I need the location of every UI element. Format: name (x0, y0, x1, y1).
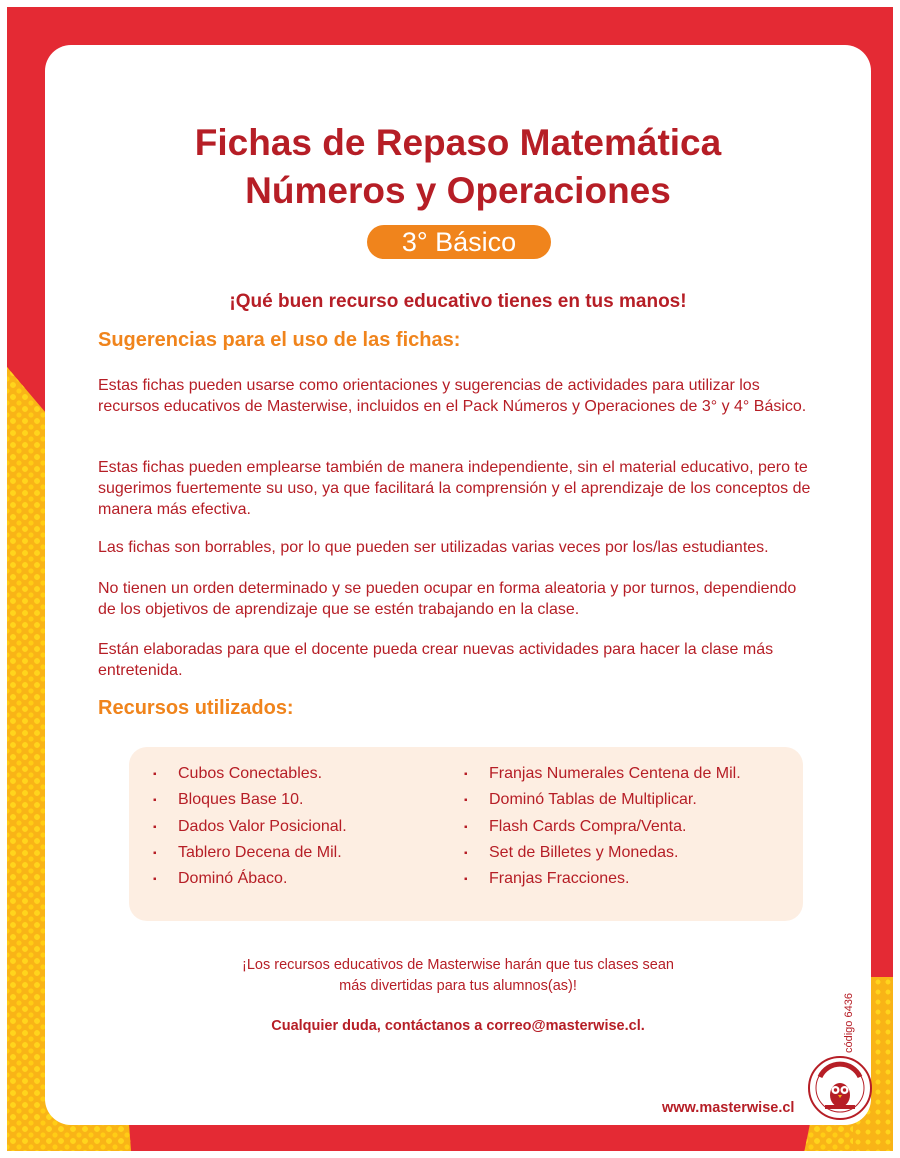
closing-message (45, 955, 871, 997)
resources-box (129, 747, 803, 921)
resources-right-column (464, 761, 741, 892)
suggestions-heading: Sugerencias para el uso de las fichas: (98, 329, 461, 351)
bullet-icon: ▪ (464, 847, 468, 859)
list-item: ▪ Cubos Conectables. (153, 761, 347, 787)
paragraph-3: Las fichas son borrables, por lo que pueden ser utilizadas varias veces por los/las estudiantes. (98, 539, 769, 556)
bullet-icon: ▪ (464, 795, 468, 807)
bullet-icon: ▪ (464, 821, 468, 833)
paragraph-2: Estas fichas pueden emplearse también de manera independiente, sin el material educativo, pero te sugerimos fuertemente su uso, ya que facilitará la comprensión y el aprendizaje de los conceptos de manera más efectiva. (98, 459, 811, 518)
resources-left-column (153, 761, 347, 892)
bullet-icon: ▪ (153, 847, 157, 859)
list-item: ▪ Flash Cards Compra/Venta. (464, 814, 741, 840)
masterwise-logo-icon (807, 1055, 873, 1121)
title-line-1: Fichas de Repaso Matemática (194, 122, 722, 163)
list-item: ▪ Tablero Decena de Mil. (153, 840, 347, 866)
bullet-icon: ▪ (153, 795, 157, 807)
intro-heading: ¡Qué buen recurso educativo tienes en tus manos! (229, 291, 687, 312)
bullet-icon: ▪ (464, 874, 468, 886)
bullet-icon: ▪ (153, 821, 157, 833)
paragraph-5: Están elaboradas para que el docente pueda crear nuevas actividades para hacer la clase más entretenida. (98, 641, 774, 679)
list-item: ▪ Franjas Fracciones. (464, 866, 741, 892)
list-item: ▪ Bloques Base 10. (153, 787, 347, 813)
list-item: ▪ Dados Valor Posicional. (153, 814, 347, 840)
product-code: código 6436 (843, 993, 855, 1053)
resources-heading: Recursos utilizados: (98, 697, 294, 719)
website-link[interactable]: www.masterwise.cl (662, 1100, 795, 1116)
closing-line-2: más divertidas para tus alumnos(as)! (339, 978, 577, 994)
list-item: ▪ Franjas Numerales Centena de Mil. (464, 761, 741, 787)
contact-line: Cualquier duda, contáctanos a correo@masterwise.cl. (271, 1018, 645, 1034)
bullet-icon: ▪ (464, 769, 468, 780)
paragraph-1: Estas fichas pueden usarse como orientaciones y sugerencias de actividades para utilizar los recursos educativos de Masterwise, incluidos en el Pack Números y Operaciones de 3° y 4° Básico. (98, 377, 807, 415)
list-item: ▪ Dominó Ábaco. (153, 866, 347, 892)
closing-line-1: ¡Los recursos educativos de Masterwise harán que tus clases sean (242, 957, 674, 973)
title-line-2: Números y Operaciones (245, 170, 671, 211)
page-title (45, 119, 871, 215)
content-card (45, 45, 871, 1125)
list-item: ▪ Dominó Tablas de Multiplicar. (464, 787, 741, 813)
grade-badge: 3° Básico (367, 225, 551, 259)
list-item: ▪ Set de Billetes y Monedas. (464, 840, 741, 866)
bullet-icon: ▪ (153, 769, 157, 780)
paragraph-4: No tienen un orden determinado y se pueden ocupar en forma aleatoria y por turnos, dependiendo de los objetivos de aprendizaje que se estén trabajando en la clase. (98, 580, 797, 618)
page-frame (7, 7, 893, 1151)
bullet-icon: ▪ (153, 874, 157, 886)
